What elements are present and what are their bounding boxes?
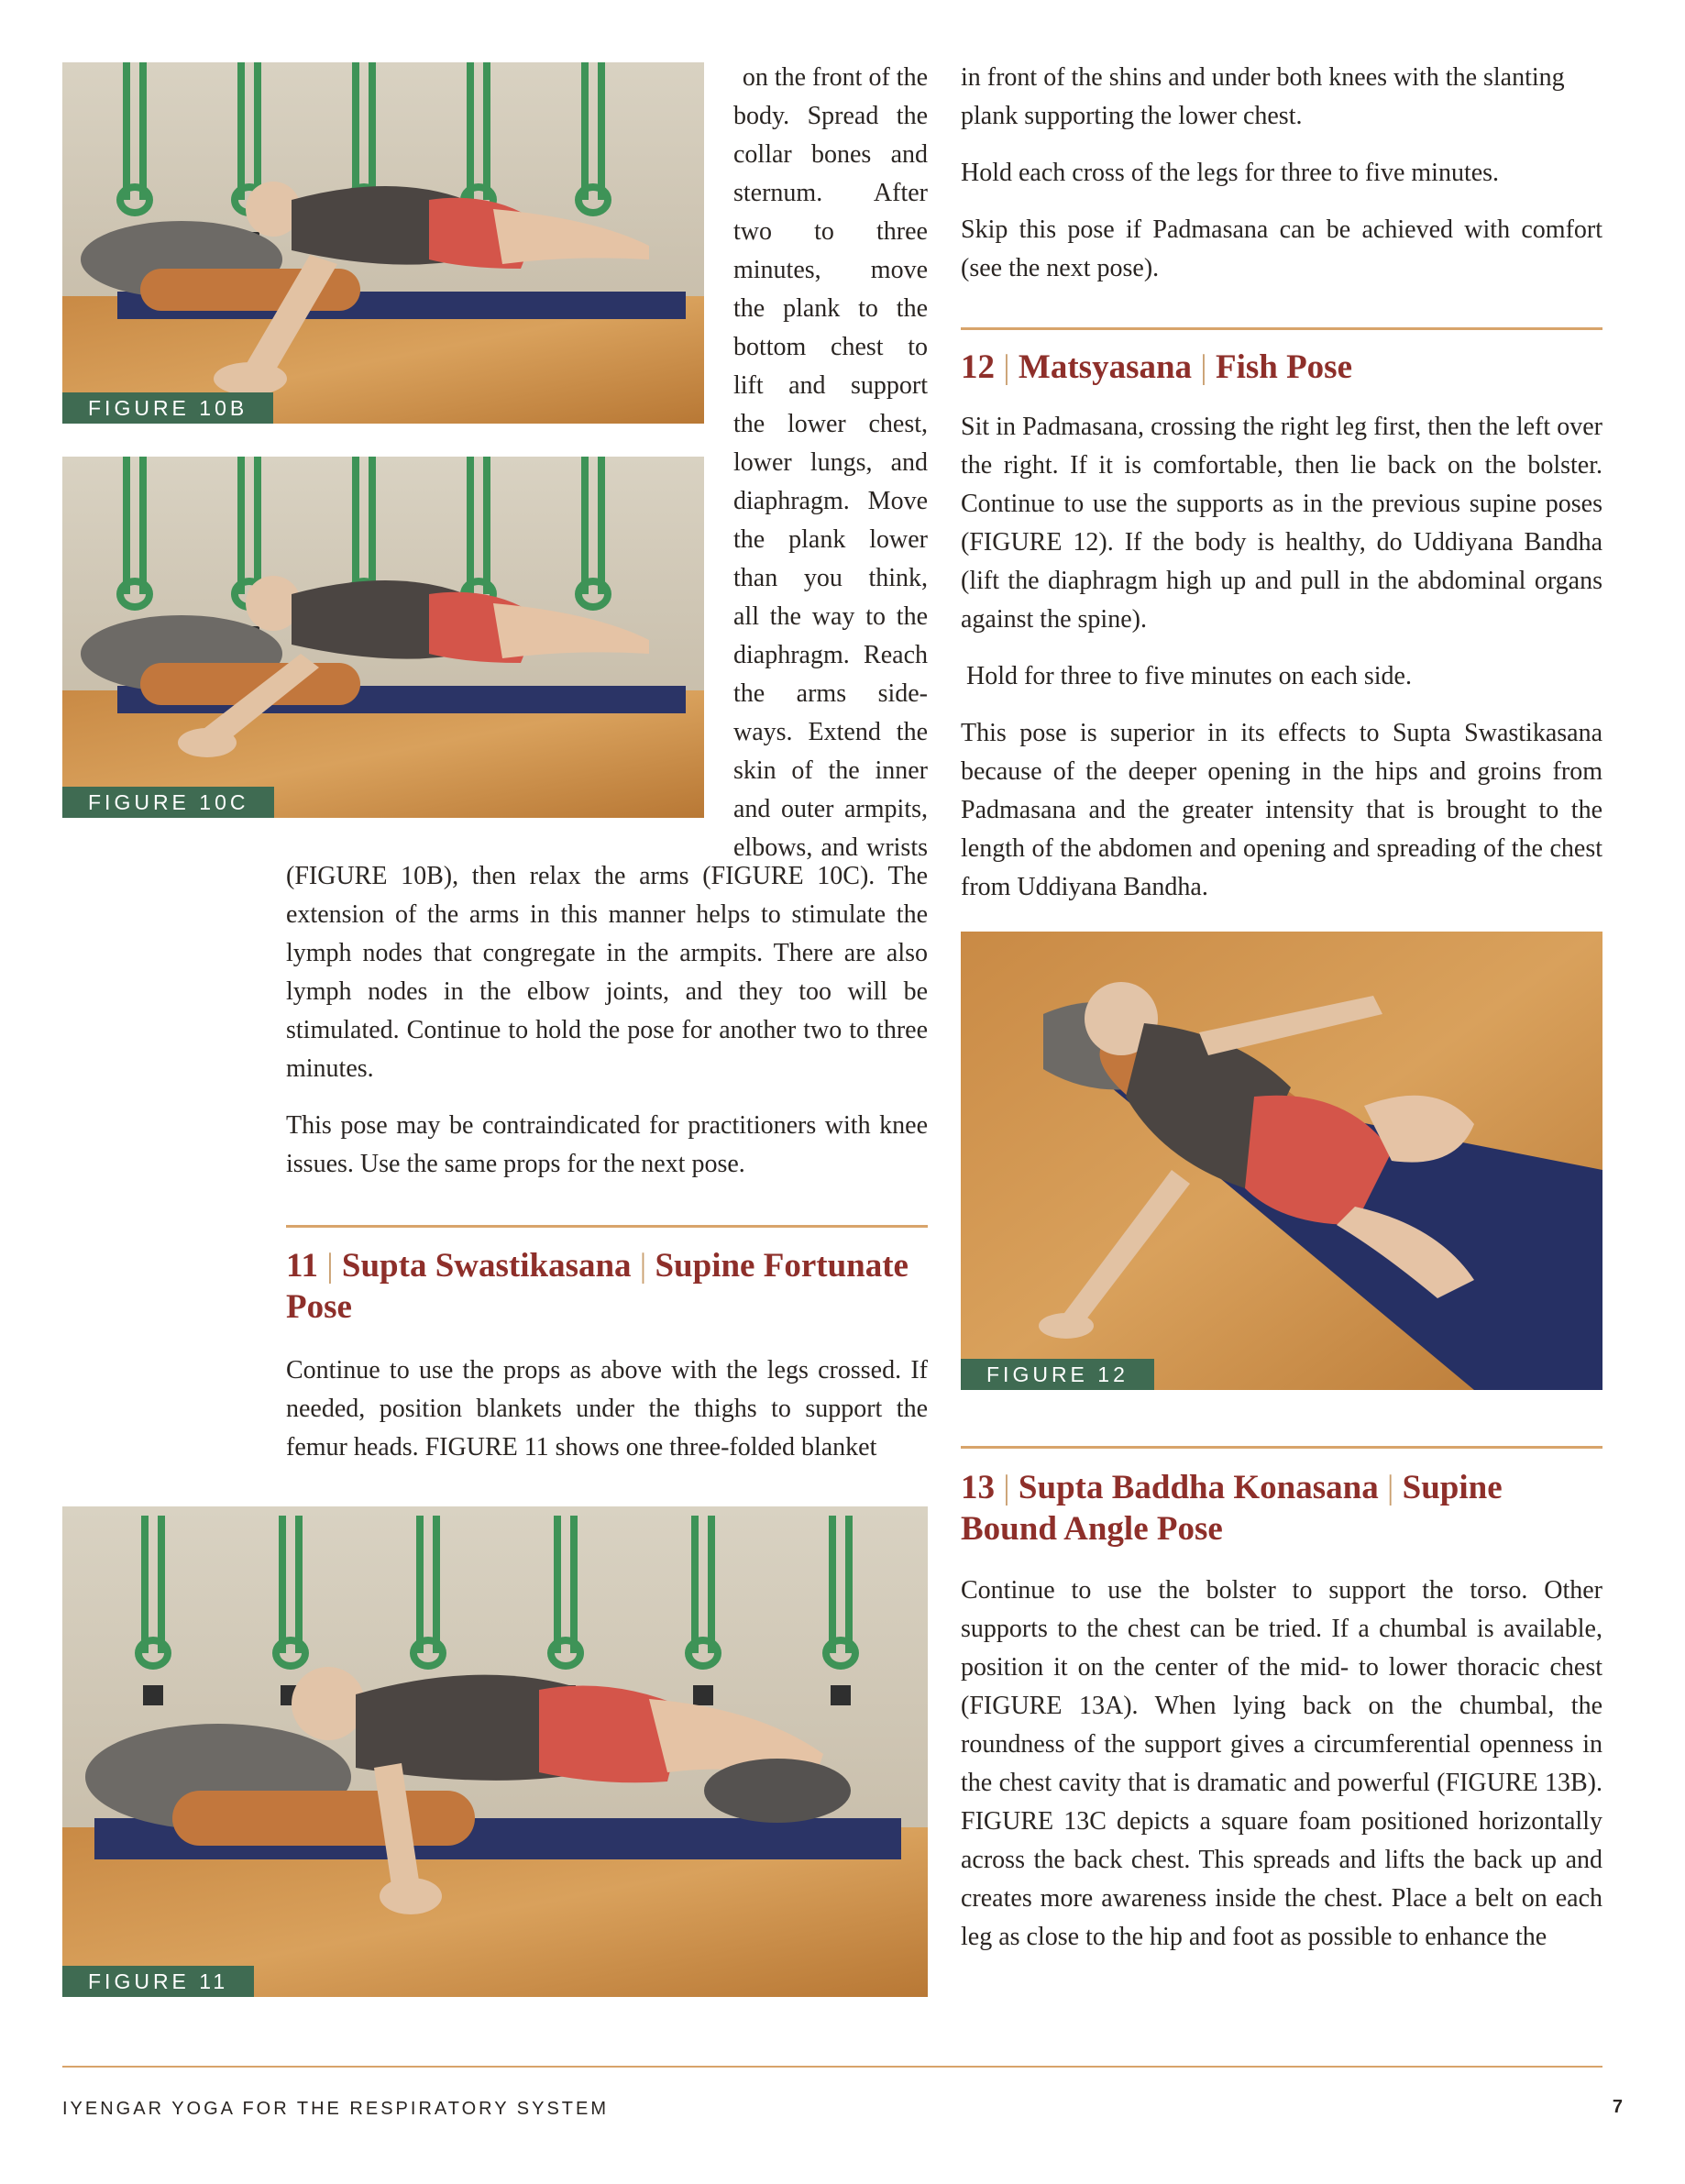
section-number: 11: [286, 1247, 318, 1285]
text-line: ways. Extend the: [733, 718, 928, 746]
section-divider: [961, 327, 1602, 330]
text-line: all the way to the: [733, 602, 928, 631]
supta-swastikasana-image: [62, 1506, 928, 1997]
paragraph: Continue to use the bolster to support the torso. Other supports to the chest can be tried. If a chumbal is available, position it on the center of the mid- to lower thoracic chest (FIGURE 13A). When lying back on the chumbal, the roundness of the support gives a circumferential openness in the chest cavity that is dramatic and powerful (FIGURE 13B). FIGURE 13C depicts a square foam positioned horizontally across the back chest. This spreads and lifts the back up and creates more awareness inside the chest. Place a belt on each leg as close to the hip and foot as possible to enhance the: [961, 1576, 1602, 1951]
figure-label: FIGURE 12: [961, 1359, 1154, 1390]
paragraph: Hold each cross of the legs for three to five minutes.: [961, 159, 1500, 187]
section-english-name: Fish Pose: [1215, 348, 1352, 386]
text-line: diaphragm. Move: [733, 487, 928, 515]
paragraph: Hold for three to five minutes on each side.: [966, 662, 1412, 690]
text-line: in front of the shins and under both knees with the slanting: [961, 63, 1565, 92]
section-sanskrit-name: Matsyasana: [1018, 348, 1193, 386]
figure-11-photo: [62, 1506, 928, 1997]
section-sanskrit-name: Supta Baddha Konasana: [1018, 1469, 1379, 1506]
section-number: 12: [961, 348, 995, 386]
left-column-body: [286, 857, 928, 1202]
paragraph: Skip this pose if Padmasana can be achieved with comfort (see the next pose).: [961, 215, 1602, 282]
figure-label: FIGURE 10B: [62, 392, 273, 424]
text-line: two to three: [733, 217, 928, 246]
text-line: the lower chest,: [733, 410, 928, 438]
section-13-heading: 13 | Supta Baddha Konasana | Supine Bound Angle Pose: [961, 1469, 1503, 1548]
page-number: 7: [1612, 2097, 1623, 2117]
text-line: lower lungs, and: [733, 448, 928, 477]
figure-10b-photo: [62, 62, 704, 424]
section-number: 13: [961, 1469, 995, 1506]
paragraph: Sit in Padmasana, crossing the right leg first, then the left over the right. If it is comfortable, then lie back on the bolster. Continue to use the supports as in the previous supine poses (FIGURE 12). If the body is healthy, do Uddiyana Bandha (lift the diaphragm high up and pull in the abdominal organs against the spine).: [961, 413, 1602, 634]
text-line: body. Spread the: [733, 102, 928, 130]
paragraph: (FIGURE 10B), then relax the arms (FIGURE 10C). The extension of the arms in this manner helps to stimulate the lymph nodes that congregate in the armpits. There are also lymph nodes in the elbow joints, and they too will be stimulated. Continue to hold the pose for another two to three minutes.: [286, 862, 928, 1083]
section-12-body: [961, 408, 1602, 925]
footer-divider: [62, 2066, 1602, 2068]
paragraph: Continue to use the props as above with the legs crossed. If needed, position blankets under the thighs to support the femur heads. FIGURE 11 shows one three-folded blanket: [286, 1356, 928, 1462]
text-line: and outer armpits,: [733, 795, 928, 823]
text-line: bottom chest to: [733, 333, 928, 361]
section-divider: [961, 1446, 1602, 1449]
text-line: sternum. After: [733, 179, 928, 207]
section-11-body: [286, 1351, 928, 1485]
text-line: plank supporting the lower chest.: [961, 102, 1303, 130]
section-12-heading: 12 | Matsyasana | Fish Pose: [961, 348, 1352, 386]
text-line: diaphragm. Reach: [733, 641, 928, 669]
section-11-heading: 11 | Supta Swastikasana | Supine Fortunate Pose: [286, 1247, 909, 1326]
text-line: on the front of the: [742, 63, 928, 92]
figure-10c-photo: [62, 457, 704, 818]
figure-label: FIGURE 11: [62, 1966, 254, 1997]
paragraph: This pose may be contraindicated for practitioners with knee issues. Use the same props for the next pose.: [286, 1111, 928, 1178]
running-footer-title: IYENGAR YOGA FOR THE RESPIRATORY SYSTEM: [62, 2099, 610, 2119]
supine-pose-arms-relaxed-image: [62, 457, 704, 818]
text-line: than you think,: [733, 564, 928, 592]
text-line: minutes, move: [733, 256, 928, 284]
text-line: elbows, and wrists: [733, 833, 928, 862]
text-line: the plank lower: [733, 525, 928, 554]
figure-label: FIGURE 10C: [62, 787, 274, 818]
section-english-name: Supine Fortunate Pose: [286, 1247, 909, 1326]
section-divider: [286, 1225, 928, 1228]
text-line: the plank to the: [733, 294, 928, 323]
text-line: collar bones and: [733, 140, 928, 169]
text-line: the arms side-: [733, 679, 928, 708]
figure-12-photo: [961, 932, 1602, 1390]
matsyasana-image: [961, 932, 1602, 1390]
right-column-intro: [961, 59, 1602, 136]
section-sanskrit-name: Supta Swastikasana: [341, 1247, 632, 1285]
text-line: lift and support: [733, 371, 928, 400]
text-line: skin of the inner: [733, 756, 928, 785]
section-english-name: Supine Bound Angle Pose: [961, 1469, 1503, 1548]
wrapped-text-column: [733, 59, 928, 867]
section-13-body: [961, 1572, 1602, 1975]
right-column-paragraphs: [961, 154, 1602, 306]
supine-pose-arms-extended-image: [62, 62, 704, 424]
paragraph: This pose is superior in its effects to Supta Swastikasana because of the deeper opening in the hips and groins from Padmasana and the greater intensity that is brought to the length of the abdomen and opening and spreading of the chest from Uddiyana Bandha.: [961, 719, 1602, 901]
